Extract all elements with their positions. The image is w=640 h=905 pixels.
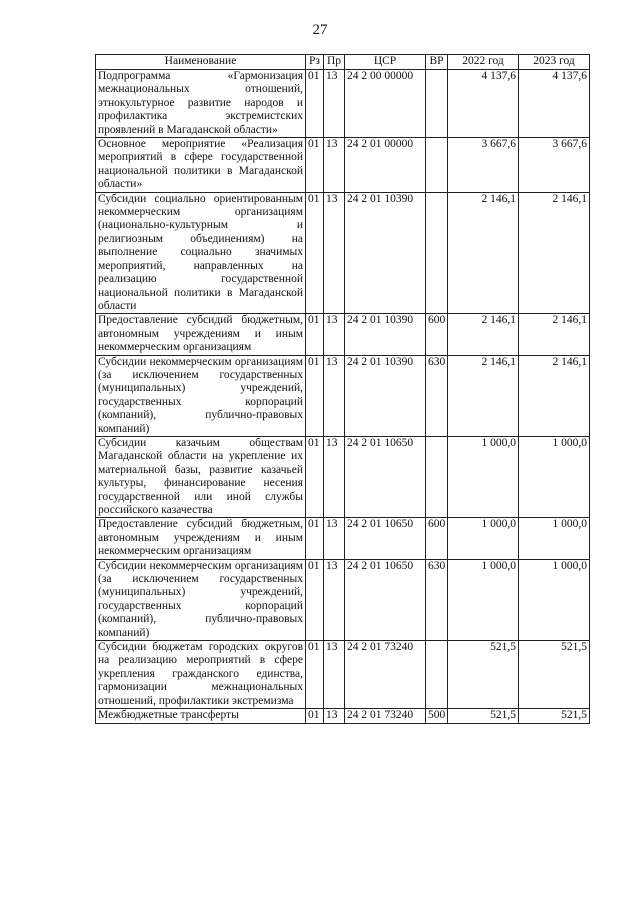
- header-pr: Пр: [324, 55, 345, 70]
- row-2022: 1 000,0: [448, 559, 519, 640]
- row-rz: 01: [306, 192, 324, 314]
- row-rz: 01: [306, 436, 324, 517]
- row-csr: 24 2 01 00000: [345, 138, 426, 193]
- row-pr: 13: [324, 138, 345, 193]
- row-pr: 13: [324, 314, 345, 355]
- row-2023: 2 146,1: [519, 355, 590, 436]
- row-vr: 600: [426, 518, 448, 559]
- row-2022: 2 146,1: [448, 314, 519, 355]
- row-2022: 1 000,0: [448, 436, 519, 517]
- row-name: Основное мероприятие «Реализация мероприятий в сфере государственной национальной политики в Магаданской области»: [96, 138, 306, 193]
- row-csr: 24 2 01 10650: [345, 559, 426, 640]
- row-vr: 630: [426, 355, 448, 436]
- row-name: Субсидии некоммерческим организациям (за исключением государственных (муниципальных) учреждений, государственных корпораций (компаний), публично-правовых компаний): [96, 559, 306, 640]
- row-2022: 2 146,1: [448, 192, 519, 314]
- row-rz: 01: [306, 138, 324, 193]
- row-rz: 01: [306, 70, 324, 138]
- row-rz: 01: [306, 641, 324, 709]
- header-name: Наименование: [96, 55, 306, 70]
- budget-table: [95, 54, 590, 724]
- row-2023: 1 000,0: [519, 518, 590, 559]
- row-rz: 01: [306, 355, 324, 436]
- table-row: [96, 559, 590, 640]
- row-vr: [426, 138, 448, 193]
- row-pr: 13: [324, 518, 345, 559]
- row-vr: 500: [426, 709, 448, 723]
- row-rz: 01: [306, 559, 324, 640]
- table-row: [96, 138, 590, 193]
- row-csr: 24 2 01 10650: [345, 436, 426, 517]
- row-vr: 600: [426, 314, 448, 355]
- row-2022: 4 137,6: [448, 70, 519, 138]
- row-csr: 24 2 01 73240: [345, 709, 426, 723]
- row-name: Субсидии казачьим обществам Магаданской области на укрепление их материальной базы, развитие казачьей культуры, финансирование несения государственной или иной службы российского казачества: [96, 436, 306, 517]
- table-row: [96, 192, 590, 314]
- row-2023: 4 137,6: [519, 70, 590, 138]
- row-name: Субсидии некоммерческим организациям (за исключением государственных (муниципальных) учреждений, государственных корпораций (компаний), публично-правовых компаний): [96, 355, 306, 436]
- header-2022: 2022 год: [448, 55, 519, 70]
- row-2023: 521,5: [519, 641, 590, 709]
- row-pr: 13: [324, 641, 345, 709]
- row-name: Субсидии социально ориентированным некоммерческим организациям (национально-культурным и религиозным объединениям) на выполнение социально значимых мероприятий, направленных на реализацию государственной национальной политики в Магаданской области: [96, 192, 306, 314]
- row-2023: 521,5: [519, 709, 590, 723]
- row-csr: 24 2 01 73240: [345, 641, 426, 709]
- page-number: 27: [312, 22, 328, 38]
- row-pr: 13: [324, 436, 345, 517]
- row-name: Подпрограмма «Гармонизация межнациональных отношений, этнокультурное развитие народов и профилактика экстремистских проявлений в Магаданской области»: [96, 70, 306, 138]
- row-name: Предоставление субсидий бюджетным, автономным учреждениям и иным некоммерческим организациям: [96, 518, 306, 559]
- row-csr: 24 2 00 00000: [345, 70, 426, 138]
- row-rz: 01: [306, 518, 324, 559]
- header-vr: ВР: [426, 55, 448, 70]
- row-2023: 3 667,6: [519, 138, 590, 193]
- row-vr: [426, 192, 448, 314]
- row-csr: 24 2 01 10390: [345, 192, 426, 314]
- table-row: [96, 641, 590, 709]
- row-csr: 24 2 01 10650: [345, 518, 426, 559]
- header-2023: 2023 год: [519, 55, 590, 70]
- row-2023: 2 146,1: [519, 192, 590, 314]
- table-row: [96, 709, 590, 723]
- table-row: [96, 355, 590, 436]
- header-rz: Рз: [306, 55, 324, 70]
- table-header-row: [96, 55, 590, 70]
- row-vr: [426, 641, 448, 709]
- header-csr: ЦСР: [345, 55, 426, 70]
- table-row: [96, 70, 590, 138]
- row-2022: 2 146,1: [448, 355, 519, 436]
- row-2022: 521,5: [448, 709, 519, 723]
- row-rz: 01: [306, 709, 324, 723]
- row-2022: 1 000,0: [448, 518, 519, 559]
- row-2022: 521,5: [448, 641, 519, 709]
- row-pr: 13: [324, 70, 345, 138]
- row-pr: 13: [324, 709, 345, 723]
- table-row: [96, 314, 590, 355]
- row-csr: 24 2 01 10390: [345, 314, 426, 355]
- table-row: [96, 436, 590, 517]
- row-2022: 3 667,6: [448, 138, 519, 193]
- row-pr: 13: [324, 192, 345, 314]
- row-vr: 630: [426, 559, 448, 640]
- table-row: [96, 518, 590, 559]
- row-2023: 2 146,1: [519, 314, 590, 355]
- row-pr: 13: [324, 355, 345, 436]
- row-vr: [426, 436, 448, 517]
- row-rz: 01: [306, 314, 324, 355]
- row-vr: [426, 70, 448, 138]
- row-name: Межбюджетные трансферты: [96, 709, 306, 723]
- row-pr: 13: [324, 559, 345, 640]
- row-csr: 24 2 01 10390: [345, 355, 426, 436]
- row-2023: 1 000,0: [519, 436, 590, 517]
- row-name: Субсидии бюджетам городских округов на реализацию мероприятий в сфере укрепления гражданского единства, гармонизации межнациональных отношений, профилактики экстремизма: [96, 641, 306, 709]
- row-2023: 1 000,0: [519, 559, 590, 640]
- row-name: Предоставление субсидий бюджетным, автономным учреждениям и иным некоммерческим организациям: [96, 314, 306, 355]
